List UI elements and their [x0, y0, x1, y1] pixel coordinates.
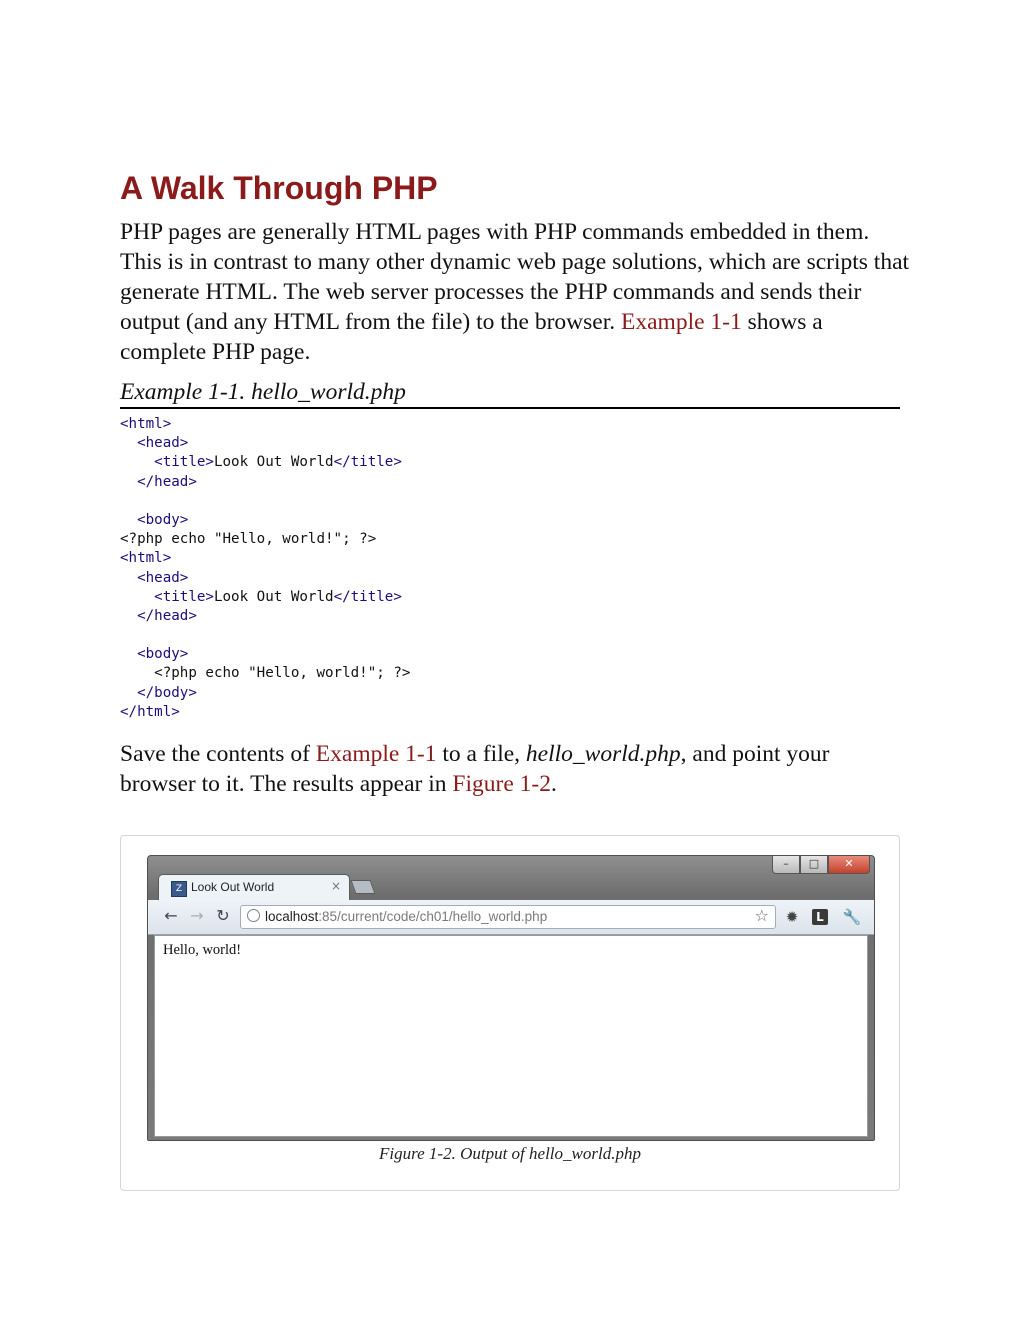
filename-text: hello_world.php [525, 741, 681, 767]
code-line [120, 684, 900, 703]
browser-toolbar [148, 900, 874, 935]
code-line [120, 664, 900, 683]
code-line [120, 415, 900, 434]
code-line [120, 511, 900, 530]
close-window-icon: ✕ [828, 856, 870, 874]
code-line [120, 607, 900, 626]
example-title: Example 1-1. hello_world.php [120, 378, 900, 409]
wrench-icon: 🔧 [842, 908, 862, 926]
code-tag: </html> [120, 703, 180, 720]
figure-1-2-link[interactable]: Figure 1-2 [452, 771, 551, 797]
figure-caption: Figure 1-2. Output of hello_world.php [379, 1144, 641, 1163]
code-tag: </title> [333, 588, 402, 605]
code-line [120, 645, 900, 664]
code-line [120, 626, 900, 645]
example-1-1-link[interactable]: Example 1-1 [621, 309, 742, 335]
page-globe-icon [247, 909, 260, 922]
code-tag: <html> [120, 416, 172, 432]
window-controls [772, 856, 870, 874]
maximize-icon: □ [800, 856, 828, 874]
section-heading: A Walk Through PHP [120, 170, 438, 206]
code-tag: <head> [137, 569, 189, 586]
code-tag: </body> [137, 684, 197, 701]
code-tag: </title> [333, 454, 402, 471]
reload-icon: ↻ [216, 906, 230, 925]
bookmark-star-icon: ☆ [754, 906, 769, 925]
code-line [120, 434, 900, 453]
extension-gear-icon: ✹ [785, 908, 799, 926]
forward-arrow-icon: → [190, 906, 204, 925]
tab-close-icon: × [330, 879, 341, 893]
code-tag: <title> [154, 588, 214, 605]
code-text [120, 474, 137, 490]
code-line [120, 492, 900, 511]
favicon-icon: Z [171, 881, 187, 897]
code-tag: <html> [120, 550, 172, 567]
new-tab-icon [350, 880, 375, 894]
code-line [120, 549, 900, 568]
intro-paragraph [120, 217, 910, 367]
code-tag: <head> [137, 435, 189, 452]
followup-text-2: to a file, [436, 741, 526, 767]
browser-viewport [154, 935, 868, 1137]
example-1-1-link-2[interactable]: Example 1-1 [315, 741, 437, 767]
address-url [265, 908, 547, 926]
followup-text-4: . [550, 771, 557, 797]
minimize-icon: – [772, 856, 800, 874]
followup-paragraph [120, 739, 910, 799]
code-tag: </head> [137, 473, 197, 490]
browser-window-screenshot [147, 855, 875, 1141]
code-text: Look Out World [213, 454, 334, 471]
url-path: :85/current/code/ch01/hello_world.php [318, 909, 548, 924]
code-text: <?php echo "Hello, world!"; ?> [120, 665, 411, 682]
address-bar [240, 905, 776, 929]
code-text [120, 512, 137, 528]
code-text [120, 685, 137, 701]
code-listing [120, 415, 900, 722]
code-line [120, 588, 900, 607]
code-text [120, 608, 137, 624]
code-tag: <body> [137, 511, 189, 528]
code-text: <?php echo "Hello, world!"; ?> [120, 531, 377, 548]
code-text [120, 435, 137, 451]
code-text [120, 589, 154, 605]
browser-tab [158, 874, 350, 902]
code-line [120, 453, 900, 472]
extension-l-icon: L [812, 909, 828, 925]
intro-text-1: PHP pages are generally HTML pages with PHP commands embedded in them. This is in contrast to many other dynamic web page solutions, which are scripts that generate HTML. The web server processes the PHP commands and sends their output (and any HTML from the file) to the browser. [120, 219, 910, 335]
code-text [120, 570, 137, 586]
code-text [120, 454, 154, 470]
tab-title: Look Out World [191, 880, 275, 894]
page-output-text: Hello, world! [163, 942, 242, 958]
back-arrow-icon: ← [164, 906, 178, 925]
code-tag: <body> [137, 646, 189, 663]
figure-frame [120, 835, 900, 1191]
code-tag: <title> [154, 454, 214, 471]
code-text [120, 646, 137, 662]
code-text: Look Out World [213, 588, 334, 605]
url-host: localhost [265, 909, 319, 924]
followup-text-1: Save the contents of [120, 741, 316, 767]
code-line [120, 530, 900, 549]
code-tag: </head> [137, 607, 197, 624]
intro-text-2: shows a complete PHP page. [120, 309, 823, 365]
code-line [120, 703, 900, 722]
code-line [120, 473, 900, 492]
code-line [120, 569, 900, 588]
followup-text-3: , and point your browser to it. The results appear in [120, 741, 830, 797]
